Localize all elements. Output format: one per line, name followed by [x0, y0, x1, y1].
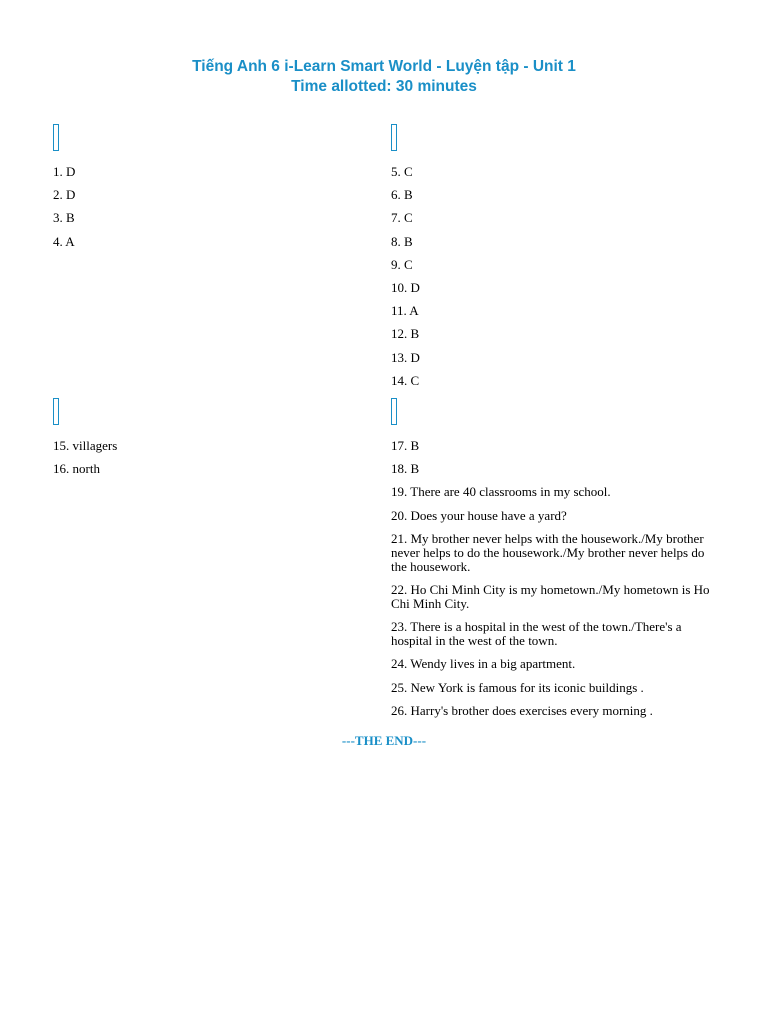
answer-item: 6. B: [391, 187, 413, 203]
answer-item: 22. Ho Chi Minh City is my hometown./My hometown is Ho Chi Minh City.: [391, 581, 710, 611]
answer-item: 18. B: [391, 461, 420, 477]
answer-item: 8. B: [391, 233, 413, 249]
answer-item: 20. Does your house have a yard?: [391, 507, 567, 523]
answer-item: 2. D: [53, 187, 76, 203]
answer-item: 7. C: [391, 210, 413, 226]
answer-item: 19. There are 40 classrooms in my school.: [391, 484, 611, 500]
section-marker-icon: [391, 124, 397, 151]
answer-item: 23. There is a hospital in the west of the town./There's a hospital in the west of the town.: [391, 619, 682, 649]
answer-item: 17. B: [391, 438, 420, 453]
title-line-1: Tiếng Anh 6 i-Learn Smart World - Luyện tập - Unit 1: [192, 58, 576, 75]
answer-item: 11. A: [391, 303, 419, 319]
answer-item: 26. Harry's brother does exercises every morning .: [391, 702, 653, 718]
answer-item: 21. My brother never helps with the housework./My brother never helps to do the housework./My brother never helps do the housework.: [391, 530, 705, 574]
answer-list: [391, 439, 716, 718]
section-marker-icon: [53, 398, 59, 425]
page-title: [0, 57, 768, 96]
title-line-2: Time allotted: 30 minutes: [291, 77, 477, 95]
section-marker-icon: [391, 398, 397, 425]
answer-section-1: [53, 124, 353, 258]
answer-item: 5. C: [391, 164, 413, 179]
the-end-text: ---THE END---: [341, 733, 427, 748]
answer-item: 1. D: [53, 164, 76, 179]
answer-item: 12. B: [391, 326, 420, 342]
answer-item: 10. D: [391, 279, 420, 295]
answer-item: 9. C: [391, 256, 413, 272]
answer-item: 25. New York is famous for its iconic buildings .: [391, 679, 644, 695]
answer-list: [391, 165, 716, 388]
answer-list: [53, 439, 353, 476]
answer-item: 3. B: [53, 210, 75, 226]
answer-item: 13. D: [391, 349, 420, 365]
answer-list: [53, 165, 353, 249]
answer-item: 15. villagers: [53, 438, 118, 453]
answer-item: 14. C: [391, 372, 420, 388]
section-marker-icon: [53, 124, 59, 151]
answer-item: 4. A: [53, 233, 75, 249]
answer-section-3: [53, 398, 353, 485]
answer-item: 24. Wendy lives in a big apartment.: [391, 656, 576, 672]
answer-section-2: [391, 124, 716, 397]
answer-item: 16. north: [53, 461, 100, 477]
answer-section-4: [391, 398, 716, 727]
